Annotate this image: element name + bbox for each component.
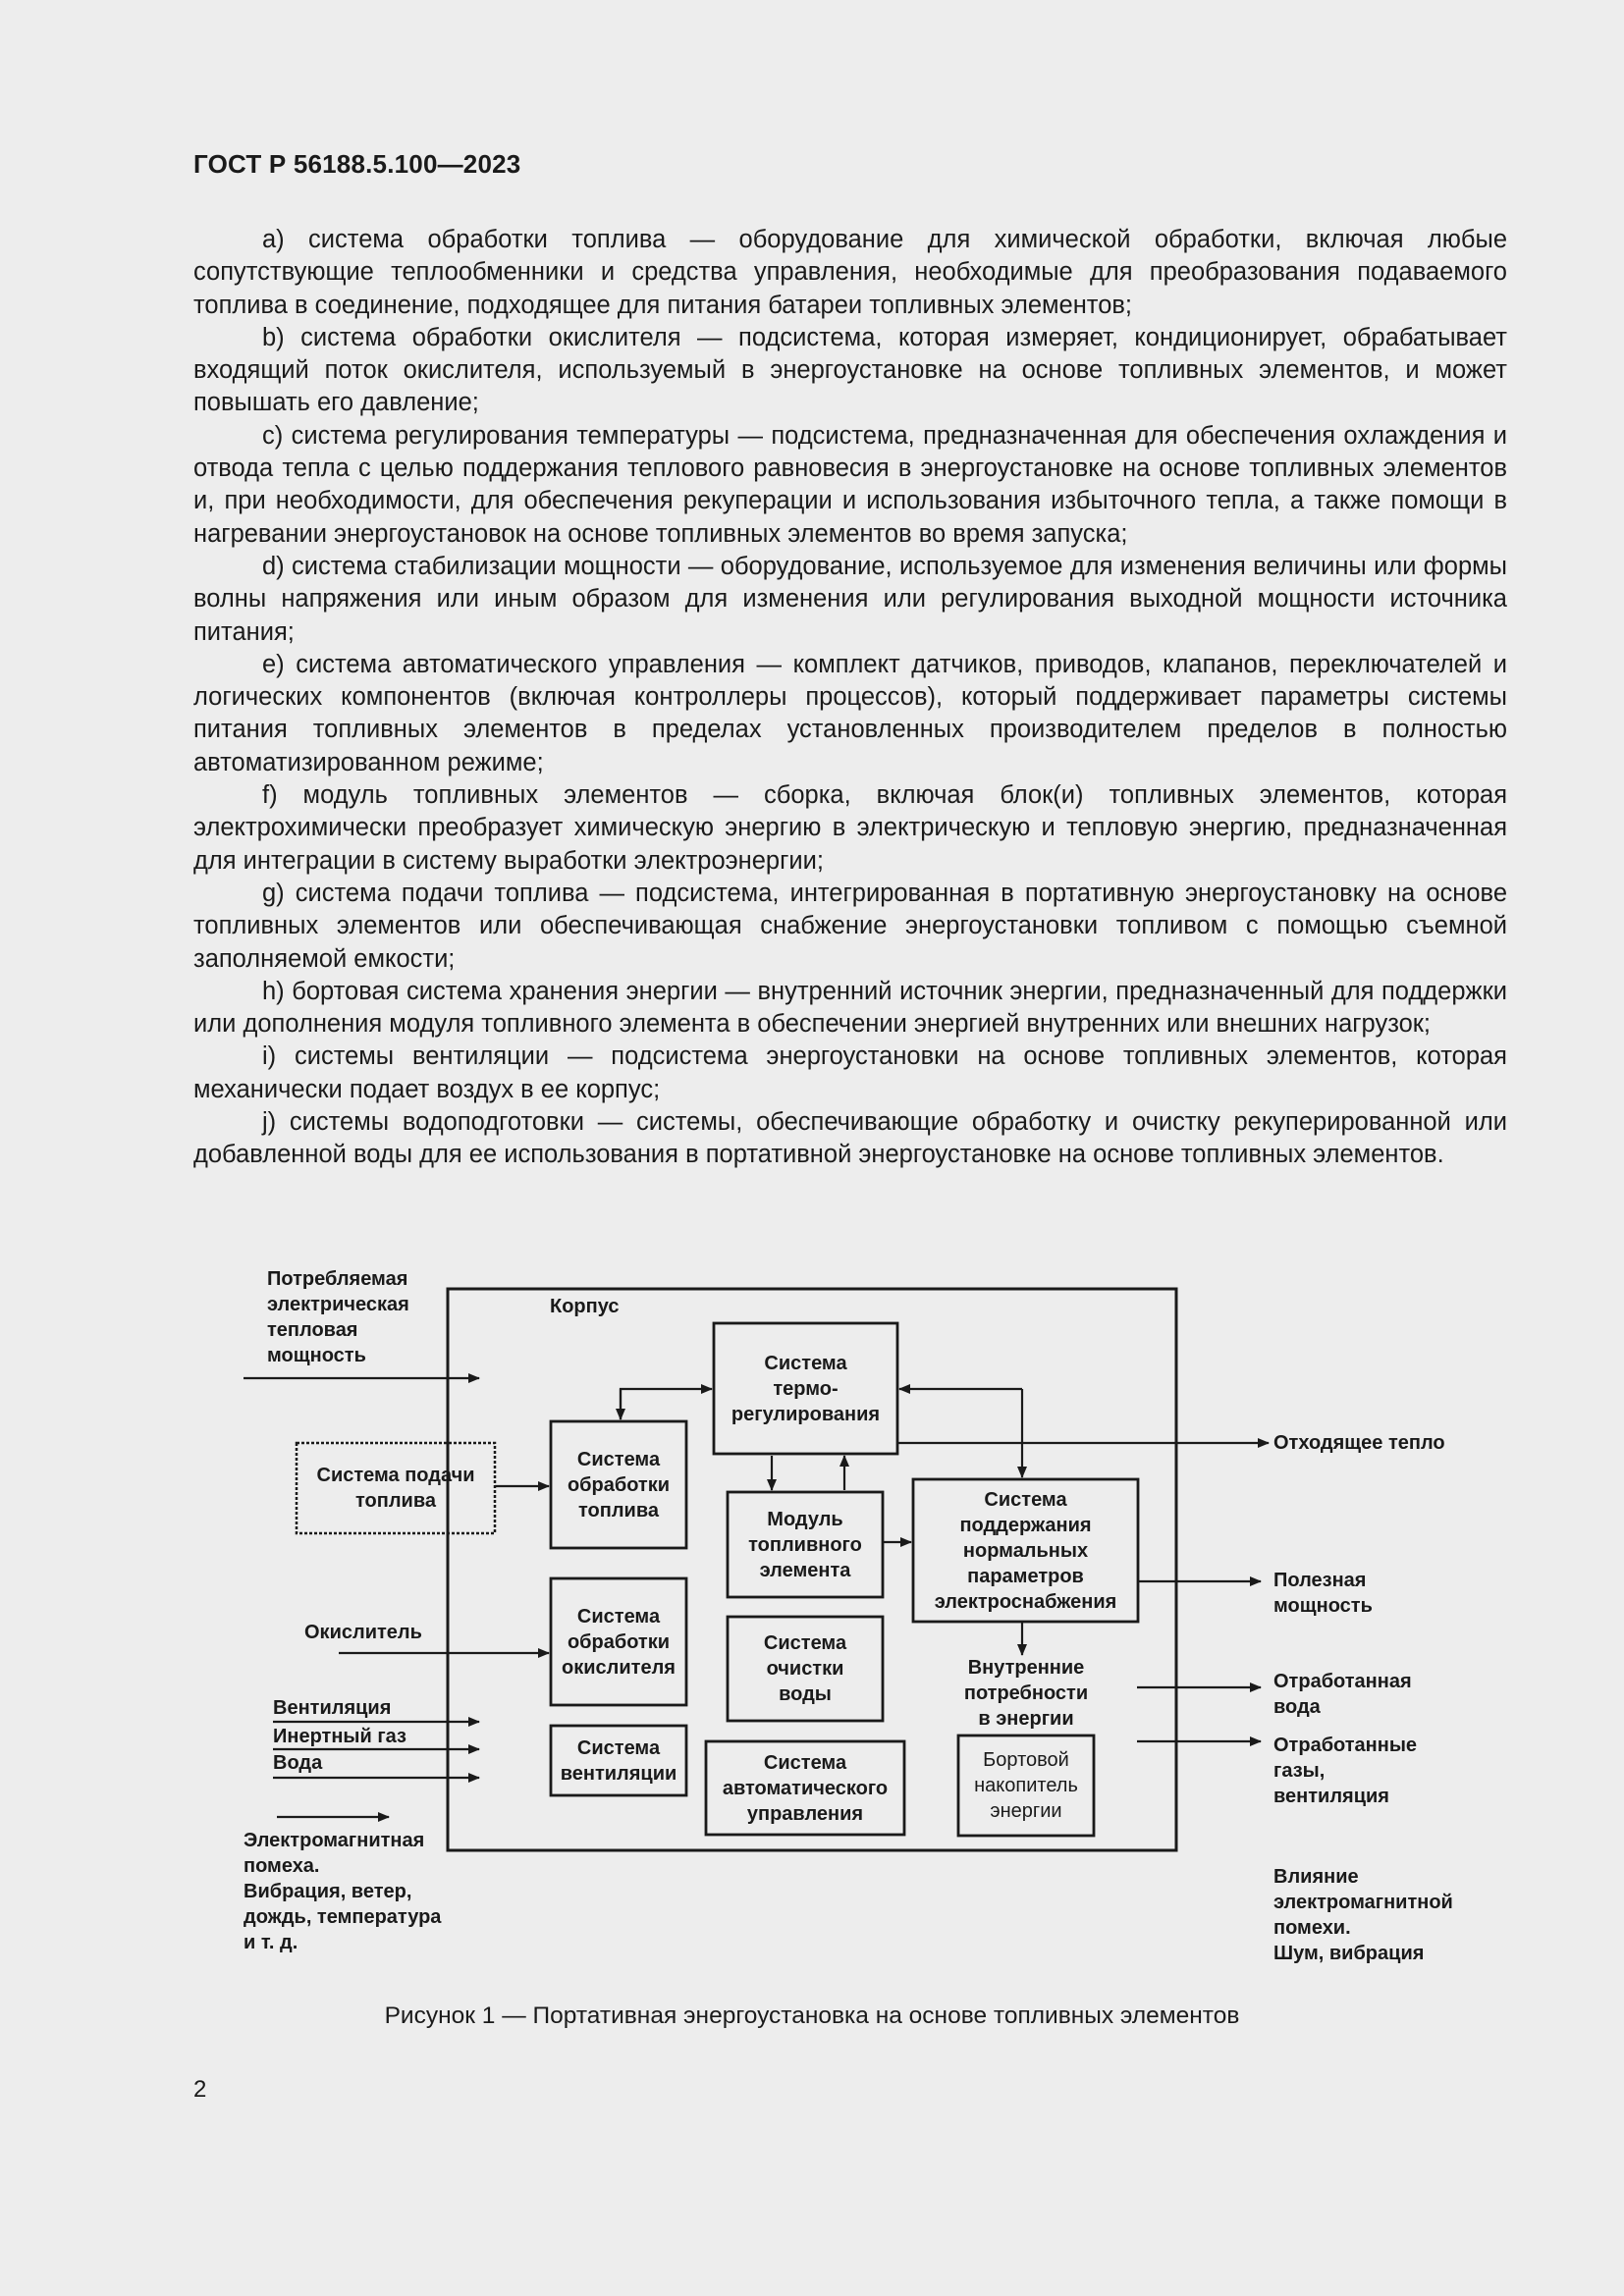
oxidant-processing-label: Система обработки окислителя	[562, 1605, 676, 1679]
definition-i: i) системы вентиляции — подсистема энергоустановки на основе топливных элементов, которая механически подает воздух в ее корпус;	[193, 1042, 1507, 1103]
definition-e: e) система автоматического управления — комплект датчиков, приводов, клапанов, переключателей и логических компонентов (включая контроллеры процессов), который поддерживает параметры системы питания топливных элементов в пределах установленных производителем пределов в полностью автоматизированном режиме;	[193, 650, 1507, 776]
onboard-storage-label: Бортовой накопитель энергии	[974, 1749, 1078, 1822]
input-inert-gas-label: Инертный газ	[273, 1726, 406, 1747]
definition-d: d) система стабилизации мощности — оборудование, используемое для изменения величины или формы волны напряжения или иным образом для изменения или регулирования выходной мощности источника питания;	[193, 552, 1507, 646]
input-emi-label: Электромагнитная помеха. Вибрация, ветер, дождь, температура и т. д.	[244, 1830, 442, 1953]
water-treatment-label: Система очистки воды	[763, 1632, 847, 1705]
ventilation-label: Система вентиляции	[560, 1736, 677, 1785]
auto-control-label: Система автоматического управления	[722, 1751, 889, 1825]
output-power-label: Полезная мощность	[1273, 1570, 1373, 1617]
definition-c: c) система регулирования температуры — подсистема, предназначенная для обеспечения охлаждения и отвода тепла с целью поддержания теплового равновесия в энергоустановке на основе топливных элементов и, при необходимости, для обеспечения рекуперации и использования избыточного тепла, а также помощи в нагревании энергоустановок на основе топливных элементов во время запуска;	[193, 421, 1507, 548]
fc-module-label: Модуль топливного элемента	[748, 1508, 862, 1581]
output-emi-label: Влияние электромагнитной помехи. Шум, вибрация	[1273, 1866, 1453, 1964]
figure-caption: Рисунок 1 — Портативная энергоустановка на основе топливных элементов	[384, 2002, 1240, 2029]
input-ventilation-label: Вентиляция	[273, 1697, 392, 1719]
definition-f: f) модуль топливных элементов — сборка, включая блок(и) топливных элементов, которая электрохимически преобразует химическую энергию в электрическую и тепловую энергию, предназначенная для интеграции в систему выработки электроэнергии;	[193, 781, 1507, 875]
internal-needs-label: Внутренние потребности в энергии	[963, 1657, 1089, 1730]
definition-a: a) система обработки топлива — оборудование для химической обработки, включая любые сопутствующие теплообменники и средства управления, необходимые для преобразования подаваемого топлива в соединение, подходящее для питания батареи топливных элементов;	[193, 226, 1507, 319]
definition-b: b) система обработки окислителя — подсистема, которая измеряет, кондиционирует, обрабатывает входящий поток окислителя, используемый в энергоустановке на основе топливных элементов, и может повышать его давление;	[193, 323, 1507, 417]
output-heat-label: Отходящее тепло	[1273, 1432, 1445, 1454]
page-number: 2	[193, 2076, 207, 2103]
definition-g: g) система подачи топлива — подсистема, интегрированная в портативную энергоустановку на основе топливных элементов или обеспечивающая снабжение энергоустановки топливом с помощью съемной заполняемой емкости;	[193, 879, 1507, 973]
definition-h: h) бортовая система хранения энергии — внутренний источник энергии, предназначенный для поддержки или дополнения модуля топливного элемента в обеспечении энергией внутренних или внешних нагрузок;	[193, 977, 1507, 1039]
document-header: ГОСТ Р 56188.5.100—2023	[193, 149, 521, 179]
input-water-label: Вода	[273, 1752, 323, 1774]
definition-j: j) системы водоподготовки — системы, обеспечивающие обработку и очистку рекуперированной или добавленной воды для ее использования в портативной энергоустановке на основе топливных элементов.	[193, 1108, 1507, 1169]
thermal-label: Система термо- регулирования	[731, 1352, 881, 1425]
input-oxidant-label: Окислитель	[304, 1622, 422, 1643]
fuel-supply-label: Система подачи топлива	[316, 1465, 475, 1512]
fuel-processing-label: Система обработки топлива	[567, 1448, 671, 1522]
output-water-label: Отработанная вода	[1273, 1671, 1412, 1718]
input-power-label: Потребляемая электрическая тепловая мощность	[267, 1268, 409, 1366]
output-gases-label: Отработанные газы, вентиляция	[1273, 1735, 1418, 1807]
power-conditioning-label: Система поддержания нормальных параметров электроснабжения	[934, 1488, 1117, 1613]
enclosure-label: Корпус	[550, 1296, 620, 1317]
